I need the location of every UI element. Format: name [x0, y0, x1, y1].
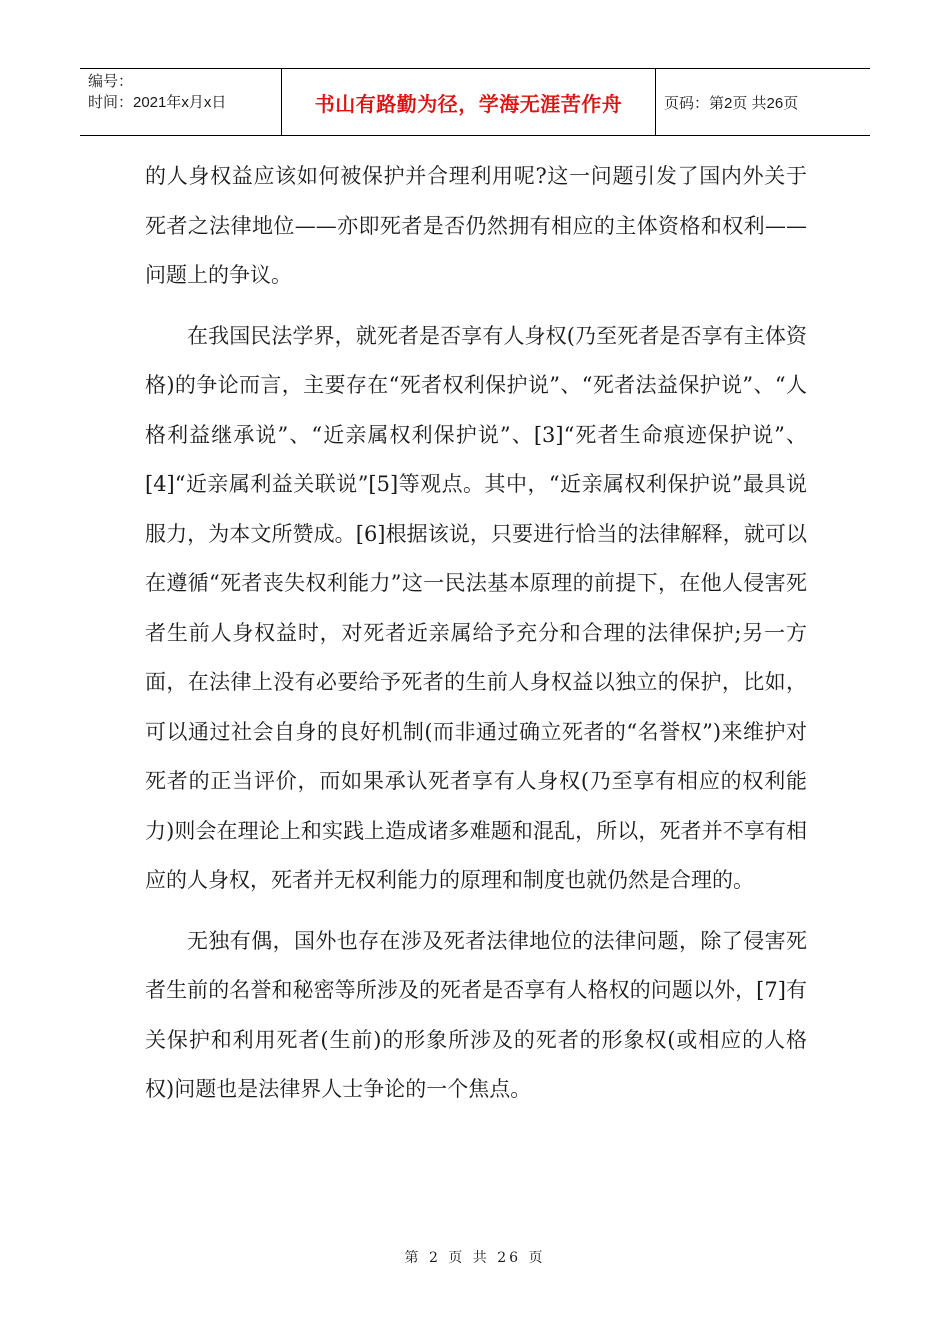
- header-meta: [80, 69, 282, 135]
- header-slogan: 书山有路勤为径，学海无涯苦作舟: [282, 69, 656, 135]
- paragraph-continued: 的人身权益应该如何被保护并合理利用呢?这一问题引发了国内外关于死者之法律地位——亦即死者是否仍然拥有相应的主体资格和权利——问题上的争议。: [145, 164, 807, 287]
- document-number-label: 编号：: [88, 73, 134, 90]
- document-header: [80, 68, 870, 136]
- document-time-label: 时间：2021年x月x日: [88, 94, 227, 111]
- page-footer: 第 2 页 共 26 页: [404, 1250, 546, 1266]
- document-body: [145, 152, 807, 1126]
- header-page-info: 页码：第2页 共26页: [664, 94, 799, 112]
- paragraph: 在我国民法学界，就死者是否享有人身权(乃至死者是否享有主体资格)的争论而言，主要存在“死者权利保护说”、“死者法益保护说”、“人格利益继承说”、“近亲属权利保护说”、[3]“死者生命痕迹保护说”、[4]“近亲属利益关联说”[5]等观点。其中，“近亲属权利保护说”最具说服力，为本文所赞成。[6]根据该说，只要进行恰当的法律解释，就可以在遵循“死者丧失权利能力”这一民法基本原理的前提下，在他人侵害死者生前人身权益时，对死者近亲属给予充分和合理的法律保护;另一方面，在法律上没有必要给予死者的生前人身权益以独立的保护，比如，可以通过社会自身的良好机制(而非通过确立死者的“名誉权”)来维护对死者的正当评价，而如果承认死者享有人身权(乃至享有相应的权利能力)则会在理论上和实践上造成诸多难题和混乱，所以，死者并不享有相应的人身权，死者并无权利能力的原理和制度也就仍然是合理的。: [145, 323, 807, 892]
- paragraph: 无独有偶，国外也存在涉及死者法律地位的法律问题，除了侵害死者生前的名誉和秘密等所涉及的死者是否享有人格权的问题以外，[7]有关保护和利用死者(生前)的形象所涉及的死者的形象权(或相应的人格权)问题也是法律界人士争论的一个焦点。: [145, 928, 807, 1101]
